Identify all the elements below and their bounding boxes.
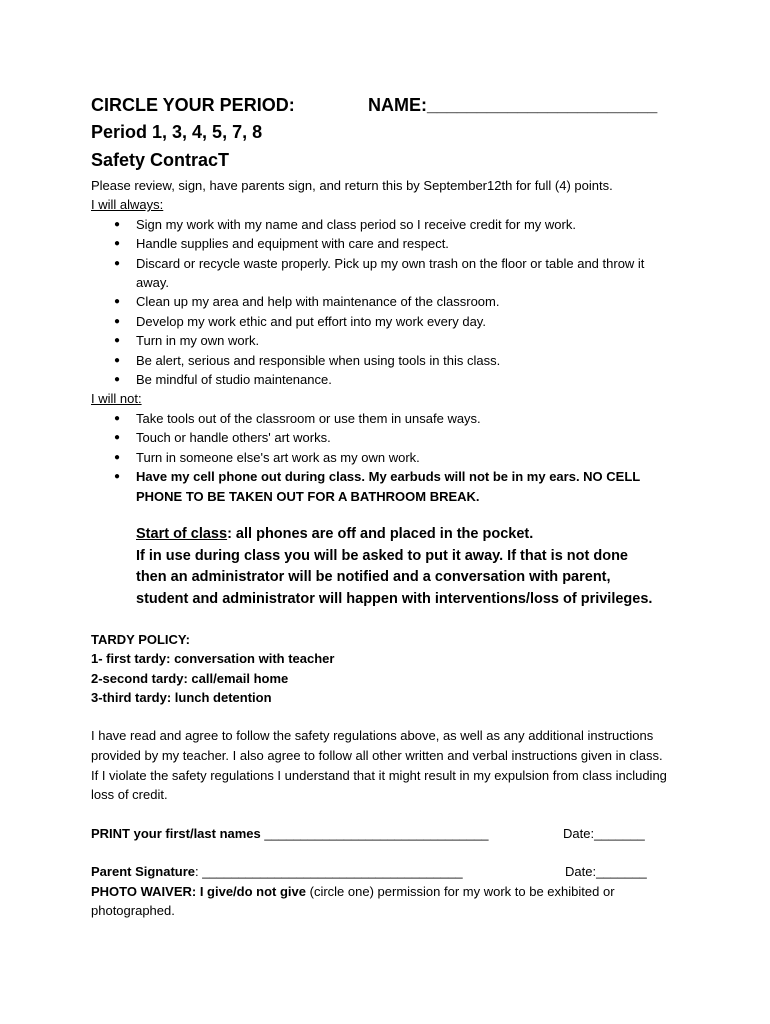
- start-of-class-line: Start of class: all phones are off and placed in the pocket.: [136, 525, 534, 542]
- list-item: ● Have my cell phone out during class. My earbuds will not be in my ears. NO CELL PHONE TO BE TAKEN OUT FOR A BATHROOM BREAK.: [114, 469, 640, 504]
- start-of-class-line: student and administrator will happen with interventions/loss of privileges.: [136, 591, 653, 608]
- will-not-label: I will not:: [91, 391, 142, 407]
- list-item: ● Handle supplies and equipment with care and respect.: [91, 234, 691, 253]
- tardy-item: 2-second tardy: call/email home: [91, 670, 289, 686]
- start-of-class-line: then an administrator will be notified and a conversation with parent,: [136, 569, 611, 586]
- photo-waiver-label: PHOTO WAIVER: I give/do not give: [91, 883, 307, 899]
- list-item: ● Be alert, serious and responsible when using tools in this class.: [91, 351, 691, 370]
- name-field[interactable]: NAME:_______________________: [368, 95, 658, 115]
- bullet-icon: ●: [114, 218, 121, 230]
- bullet-icon: ●: [114, 374, 121, 386]
- bullet-icon: ●: [114, 354, 121, 366]
- print-name-label: PRINT your first/last names: [91, 825, 261, 841]
- bullet-icon: ●: [114, 296, 121, 308]
- parent-signature-row: Parent Signature: ____________________________________ Date:_______: [91, 862, 691, 881]
- parent-signature-label: Parent Signature: [91, 864, 196, 880]
- start-of-class-label: Start of class: [136, 525, 228, 542]
- bullet-icon: ●: [114, 315, 121, 327]
- print-name-field[interactable]: _______________________________: [264, 825, 489, 841]
- start-of-class-line: If in use during class you will be asked to put it away. If that is not done: [136, 547, 628, 564]
- period-list: Period 1, 3, 4, 5, 7, 8: [91, 122, 263, 142]
- bullet-icon: ●: [114, 335, 121, 347]
- bullet-icon: ●: [114, 412, 121, 424]
- list-item: ● Be mindful of studio maintenance.: [91, 370, 691, 389]
- tardy-policy-title: TARDY POLICY:: [91, 631, 190, 647]
- page-title: Safety ContracT: [91, 150, 230, 170]
- bullet-icon: ●: [114, 451, 121, 463]
- tardy-item: 1- first tardy: conversation with teacher: [91, 651, 335, 667]
- header-row: [91, 92, 691, 119]
- list-item: ● Develop my work ethic and put effort into my work every day.: [91, 312, 691, 331]
- list-item: ● Discard or recycle waste properly. Pick up my own trash on the floor or table and throw it away.: [114, 255, 645, 291]
- list-item: ● Clean up my area and help with maintenance of the classroom.: [91, 292, 691, 311]
- photo-waiver-text: (circle one) permission for my work to be exhibited or photographed.: [91, 883, 615, 919]
- list-item: ● Take tools out of the classroom or use them in unsafe ways.: [91, 409, 691, 428]
- bullet-icon: ●: [114, 238, 121, 250]
- list-item: ● Touch or handle others' art works.: [91, 428, 691, 447]
- list-item: ● Turn in someone else's art work as my own work.: [91, 448, 691, 467]
- start-of-class-block: [91, 524, 691, 611]
- bullet-icon: ●: [114, 257, 121, 269]
- bullet-icon: ●: [114, 471, 121, 483]
- parent-signature-field[interactable]: ____________________________________: [202, 864, 463, 880]
- tardy-policy: [91, 630, 691, 708]
- will-always-list: [91, 215, 691, 390]
- will-always-label: I will always:: [91, 197, 164, 213]
- tardy-item: 3-third tardy: lunch detention: [91, 689, 272, 705]
- photo-waiver: [91, 882, 661, 921]
- print-date-field[interactable]: Date:_______: [563, 825, 645, 841]
- print-name-row: [91, 824, 691, 843]
- list-item: ● Turn in my own work.: [91, 331, 691, 350]
- bullet-icon: ●: [114, 432, 121, 444]
- safety-contract-document: [91, 92, 691, 921]
- circle-period-label: CIRCLE YOUR PERIOD:: [91, 95, 295, 115]
- will-not-list: [91, 409, 691, 506]
- agreement-paragraph: I have read and agree to follow the safety regulations above, as well as any additional instructions provided by my teacher. I also agree to follow all other written and verbal instructions given in class. If I violate the safety regulations I understand that it might result in my expulsion from class including loss of credit.: [91, 728, 667, 803]
- parent-date-field[interactable]: Date:_______: [565, 864, 647, 880]
- list-item: ● Sign my work with my name and class period so I receive credit for my work.: [91, 215, 691, 234]
- intro-text: Please review, sign, have parents sign, and return this by September12th for full (4) points.: [91, 178, 613, 193]
